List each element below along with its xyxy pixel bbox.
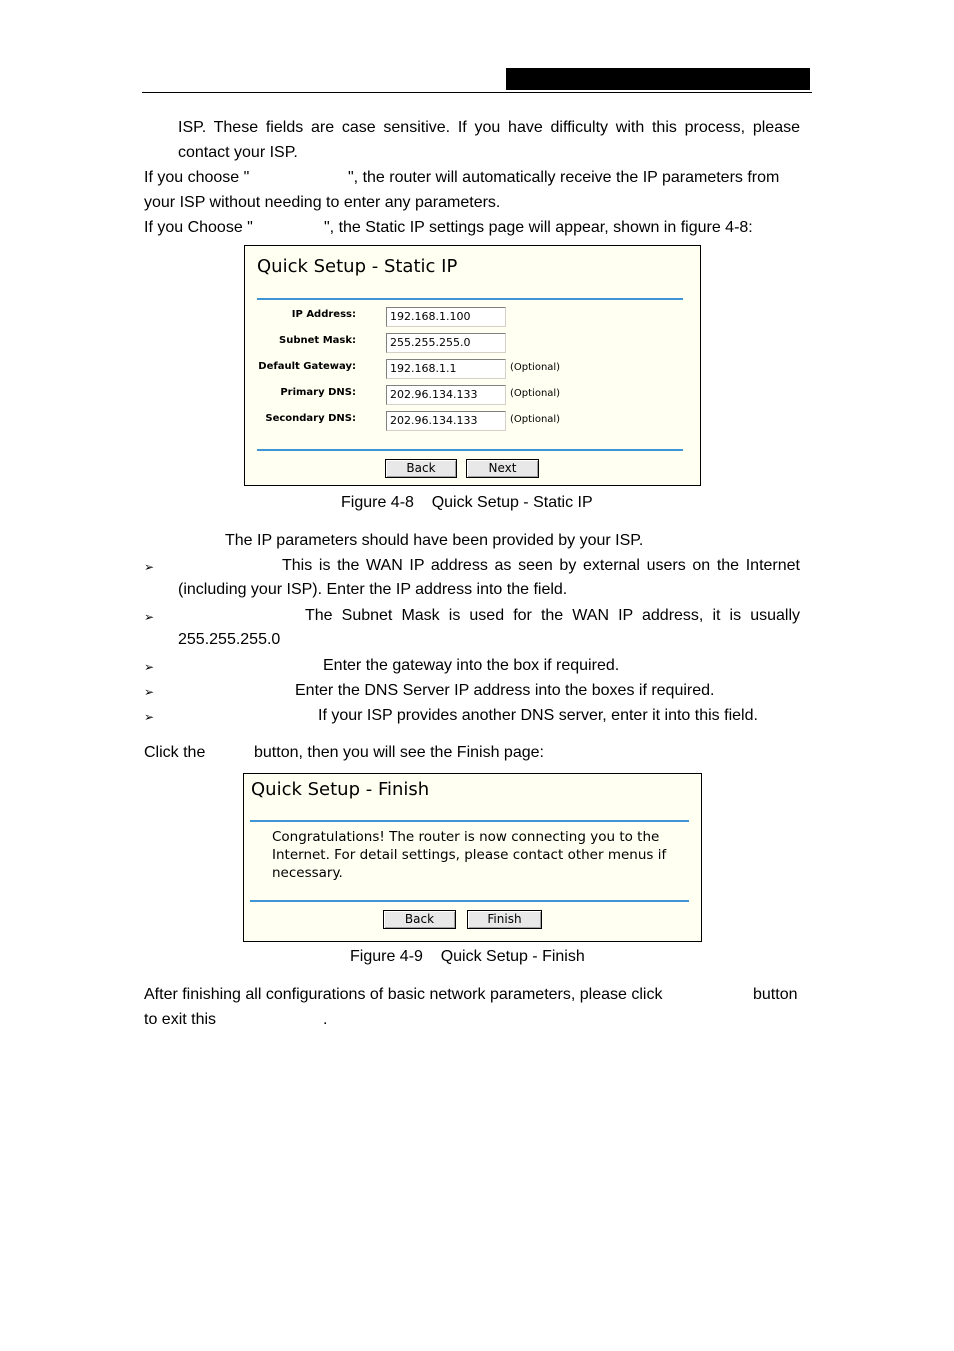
congratulations-message: Congratulations! The router is now connecting you to the Internet. For detail settings, please contact other menus if necessary. bbox=[272, 829, 667, 881]
note-text: The IP parameters should have been provided by your ISP. bbox=[225, 532, 644, 549]
bullet-icon: ➢ bbox=[144, 560, 155, 574]
paragraph-text: . bbox=[323, 1011, 328, 1028]
subnet-mask-label: Subnet Mask: bbox=[279, 335, 356, 346]
secondary-dns-input[interactable]: 202.96.134.133 bbox=[386, 411, 506, 431]
divider bbox=[250, 820, 689, 822]
paragraph-text: If you Choose " bbox=[144, 219, 253, 236]
optional-hint: (Optional) bbox=[510, 388, 561, 399]
figure-caption: Figure 4-8 Quick Setup - Static IP bbox=[341, 494, 593, 511]
paragraph-text: ", the router will automatically receive the IP parameters from bbox=[348, 169, 780, 186]
figure-caption: Figure 4-9 Quick Setup - Finish bbox=[350, 948, 585, 965]
optional-hint: (Optional) bbox=[510, 362, 561, 373]
bullet-icon: ➢ bbox=[144, 685, 155, 699]
divider bbox=[257, 449, 683, 451]
bullet-text: (including your ISP). Enter the IP address into the field. bbox=[178, 581, 568, 598]
optional-hint: (Optional) bbox=[510, 414, 561, 425]
paragraph-text: button bbox=[753, 986, 798, 1003]
panel-title: Quick Setup - Static IP bbox=[257, 256, 458, 277]
bullet-text: Enter the gateway into the box if required. bbox=[323, 657, 620, 674]
paragraph-text: ISP. These fields are case sensitive. If you have difficulty with this process, please bbox=[178, 119, 800, 136]
paragraph-text: contact your ISP. bbox=[178, 144, 298, 161]
paragraph-text: button, then you will see the Finish page: bbox=[254, 744, 544, 761]
bullet-text: 255.255.255.0 bbox=[178, 631, 281, 648]
secondary-dns-label: Secondary DNS: bbox=[265, 413, 356, 424]
paragraph-text: Click the bbox=[144, 744, 206, 761]
paragraph-text: If you choose " bbox=[144, 169, 250, 186]
default-gateway-input[interactable]: 192.168.1.1 bbox=[386, 359, 506, 379]
bullet-icon: ➢ bbox=[144, 710, 155, 724]
subnet-mask-input[interactable]: 255.255.255.0 bbox=[386, 333, 506, 353]
default-gateway-label: Default Gateway: bbox=[258, 361, 356, 372]
bullet-text: The Subnet Mask is used for the WAN IP address, it is usually bbox=[305, 607, 800, 624]
divider bbox=[257, 298, 683, 300]
paragraph-text: your ISP without needing to enter any parameters. bbox=[144, 194, 501, 211]
finish-panel bbox=[243, 773, 702, 942]
header-rule bbox=[142, 92, 812, 93]
bullet-text: Enter the DNS Server IP address into the boxes if required. bbox=[295, 682, 715, 699]
divider bbox=[250, 900, 689, 902]
back-button[interactable]: Back bbox=[385, 459, 457, 478]
ip-address-input[interactable]: 192.168.1.100 bbox=[386, 307, 506, 327]
ip-address-label: IP Address: bbox=[291, 309, 356, 320]
primary-dns-label: Primary DNS: bbox=[280, 387, 356, 398]
bullet-text: This is the WAN IP address as seen by external users on the Internet bbox=[282, 557, 800, 574]
finish-button[interactable]: Finish bbox=[467, 910, 542, 929]
static-ip-panel bbox=[244, 245, 701, 486]
back-button[interactable]: Back bbox=[383, 910, 456, 929]
bullet-icon: ➢ bbox=[144, 610, 155, 624]
panel-title: Quick Setup - Finish bbox=[251, 779, 430, 800]
bullet-icon: ➢ bbox=[144, 660, 155, 674]
paragraph-text: After finishing all configurations of basic network parameters, please click bbox=[144, 986, 663, 1003]
paragraph-text: to exit this bbox=[144, 1011, 217, 1028]
header-bar bbox=[506, 68, 810, 90]
paragraph-text: ", the Static IP settings page will appear, shown in figure 4-8: bbox=[324, 219, 753, 236]
next-button[interactable]: Next bbox=[466, 459, 539, 478]
primary-dns-input[interactable]: 202.96.134.133 bbox=[386, 385, 506, 405]
bullet-text: If your ISP provides another DNS server, enter it into this field. bbox=[318, 707, 758, 724]
